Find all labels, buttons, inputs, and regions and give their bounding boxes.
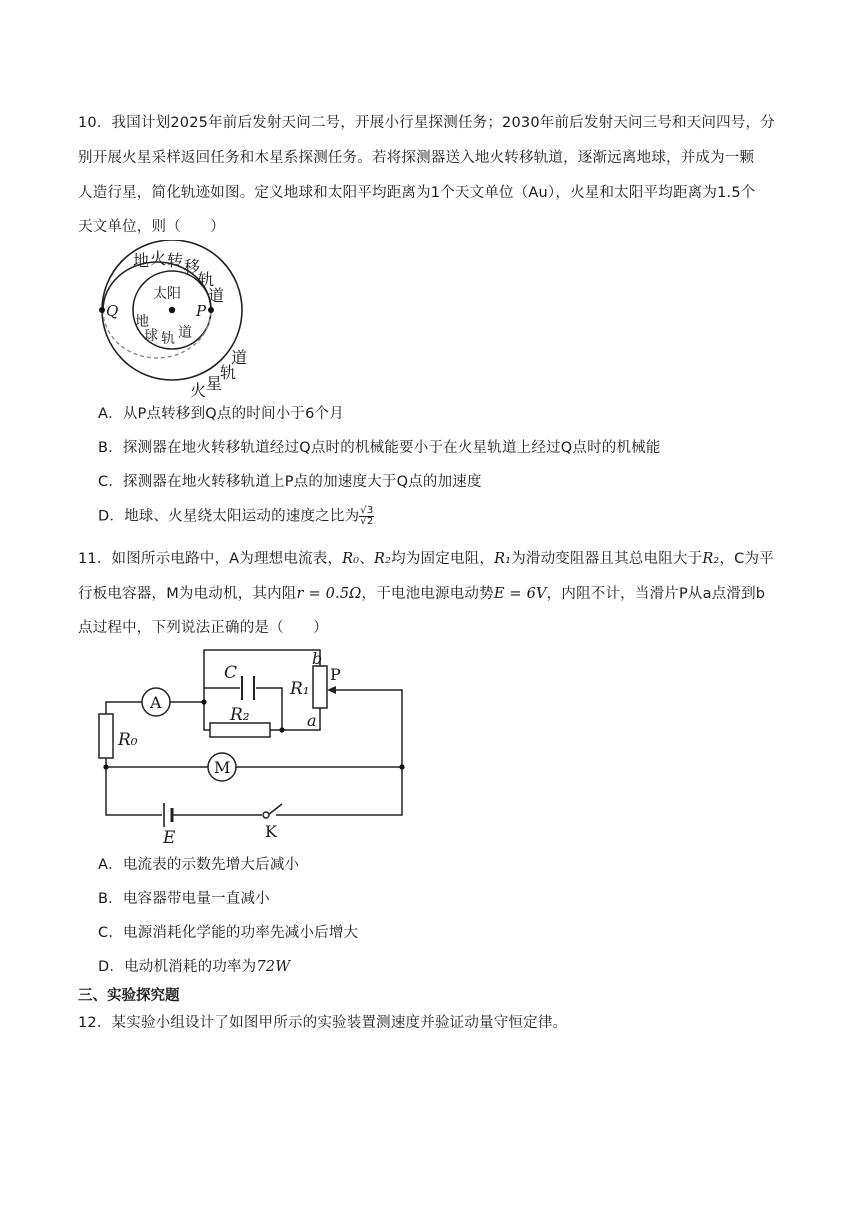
resistor-r1 <box>313 666 327 708</box>
point-p-dot <box>208 307 214 313</box>
junction-dot <box>279 727 284 732</box>
q11-option-b: B．电容器带电量一直减小 <box>98 891 270 907</box>
resistor-r0 <box>99 714 113 758</box>
slider-label: P <box>330 665 341 684</box>
slider-arrow <box>327 686 336 694</box>
label-earth-1: 地 <box>135 314 149 330</box>
end-a-label: a <box>307 711 317 730</box>
resistor-r2 <box>210 723 270 737</box>
r2-label: R₂ <box>230 705 250 725</box>
switch-blade <box>268 804 282 815</box>
label-sun: 太阳 <box>153 286 181 302</box>
q11-option-d: D．电动机消耗的功率为72W <box>98 959 291 975</box>
label-earth-4: 道 <box>178 325 192 341</box>
q10-option-a: A．从P点转移到Q点的时间小于6个月 <box>98 406 344 422</box>
q10-option-d <box>98 506 374 527</box>
label-earth-2: 球 <box>144 328 158 344</box>
label-earth-3: 轨 <box>161 331 175 347</box>
label-transfer-2: 火 <box>150 249 167 268</box>
section-heading: 三、实验探究题 <box>78 988 180 1004</box>
junction-dot <box>201 699 206 704</box>
q11-line-2: 行板电容器，M为电动机，其内阻r = 0.5Ω，干电池电源电动势E = 6V，内阻不计，当滑片P从a点滑到b <box>78 586 766 602</box>
q11-option-a: A．电流表的示数先增大后减小 <box>98 857 300 873</box>
label-transfer-4: 移 <box>184 257 201 276</box>
speed-ratio-fraction: $\frac{√3}{√2}$ <box>360 505 374 527</box>
label-p: P <box>196 302 207 320</box>
label-mars-2: 轨 <box>220 363 237 382</box>
r1-label: R₁ <box>290 679 310 699</box>
capacitor-label: C <box>224 663 238 683</box>
q10-line-3: 人造行星，简化轨迹如图。定义地球和太阳平均距离为1个天文单位（Au），火星和太阳平均距离为1.5个 <box>78 185 756 201</box>
label-transfer-5: 轨 <box>198 270 215 289</box>
junction-dot <box>103 764 108 769</box>
q10-line-2: 别开展火星采样返回任务和木星系探测任务。若将探测器送入地火转移轨道，逐渐远离地球，并成为一颗 <box>78 150 755 166</box>
q12-line-1: 12．某实验小组设计了如图甲所示的实验装置测速度并验证动量守恒定律。 <box>78 1015 568 1031</box>
emf-label: E <box>163 828 176 848</box>
circuit-diagram <box>90 640 420 850</box>
q10-option-c: C．探测器在地火转移轨道上P点的加速度大于Q点的加速度 <box>98 474 482 490</box>
wire-left-branch <box>204 688 210 730</box>
label-mars-1: 道 <box>231 348 248 367</box>
label-mars-4: 火 <box>190 381 207 400</box>
point-q-dot <box>99 307 105 313</box>
label-transfer-6: 道 <box>208 286 225 305</box>
wire-right-bottom <box>276 767 402 815</box>
switch-label: K <box>265 822 277 841</box>
label-transfer-3: 转 <box>167 251 184 270</box>
end-b-label: b <box>312 649 323 668</box>
q10-option-d-text: D．地球、火星绕太阳运动的速度之比为 <box>98 508 360 525</box>
q11-line-3: 点过程中，下列说法正确的是（ ） <box>78 620 328 636</box>
r0-label: R₀ <box>118 730 138 750</box>
q11-option-c: C．电源消耗化学能的功率先减小后增大 <box>98 925 359 941</box>
motor-label: M <box>214 758 231 777</box>
wire-left-bottom <box>106 767 162 815</box>
label-mars-3: 星 <box>206 374 223 393</box>
switch-contact <box>263 812 269 818</box>
label-q: Q <box>106 302 119 320</box>
sun-dot <box>169 307 175 313</box>
wire-slider <box>336 690 402 767</box>
ammeter-label: A <box>150 693 162 712</box>
junction-dot <box>399 764 404 769</box>
wire-ammeter-left <box>106 702 142 714</box>
q11-line-1: 11．如图所示电路中，A为理想电流表，R₀、R₂均为固定电阻，R₁为滑动变阻器且其总电阻大于R₂，C为平 <box>78 551 774 567</box>
q10-line-1: 10．我国计划2025年前后发射天问二号，开展小行星探测任务；2030年前后发射天问三号和天问四号，分 <box>78 115 775 131</box>
q10-line-4: 天文单位，则（ ） <box>78 219 225 235</box>
q10-option-b: B．探测器在地火转移轨道经过Q点时的机械能要小于在火星轨道上经过Q点时的机械能 <box>98 440 661 456</box>
label-transfer-1: 地 <box>133 251 150 270</box>
